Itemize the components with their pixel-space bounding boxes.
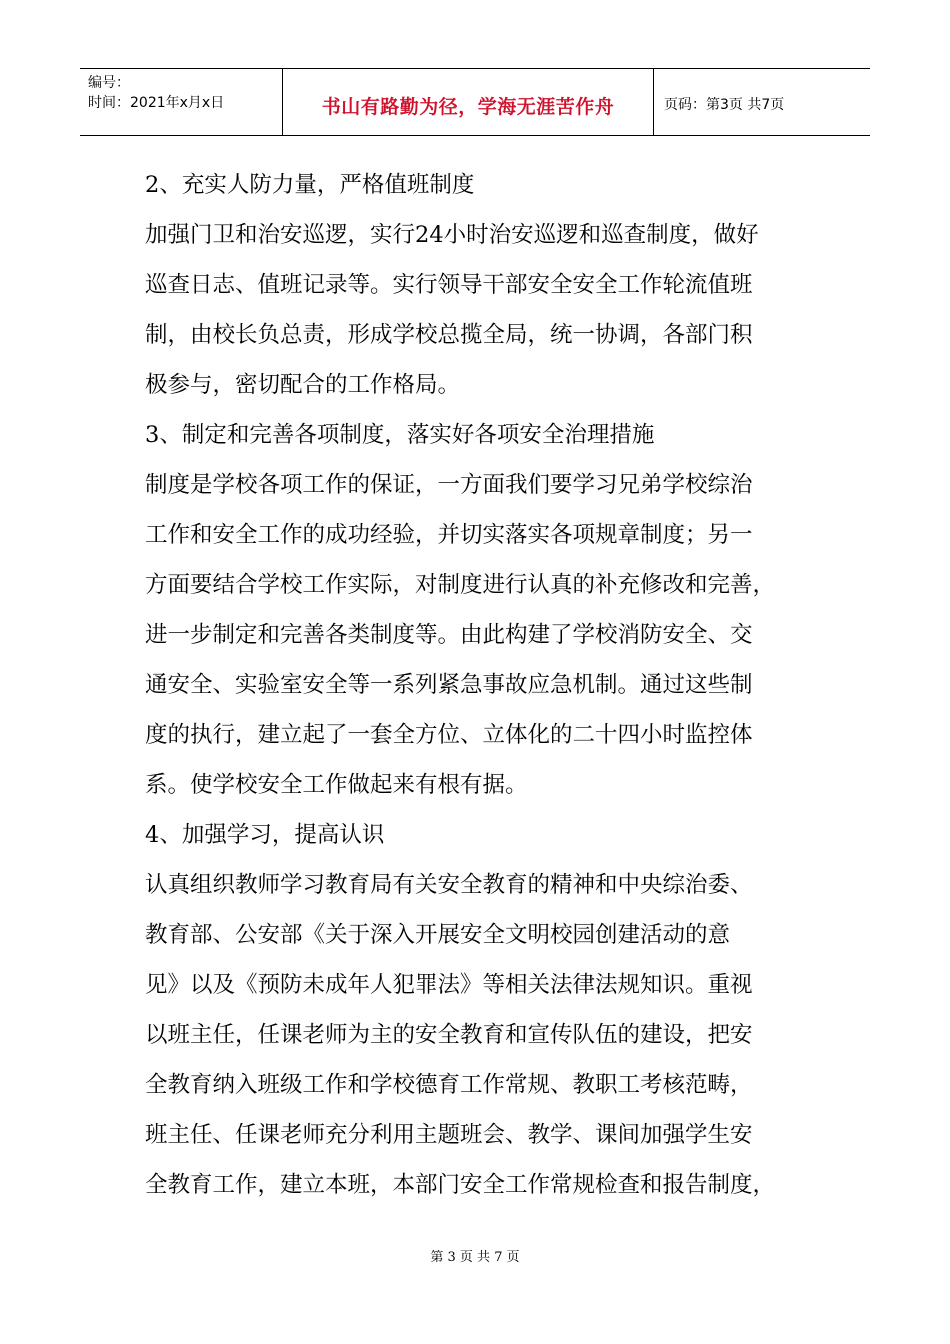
text-line: 极参与，密切配合的工作格局。 — [145, 372, 461, 398]
text-line: 2、充实人防力量，严格值班制度 — [145, 172, 475, 198]
text-line: 工作和安全工作的成功经验，并切实落实各项规章制度；另一 — [145, 522, 753, 548]
text-line: 进一步制定和完善各类制度等。由此构建了学校消防安全、交 — [145, 622, 753, 648]
page-header — [80, 68, 870, 136]
text-line: 班主任、任课老师充分利用主题班会、教学、课间加强学生安 — [145, 1122, 753, 1148]
document-date-label: 时间：2021年x月x日 — [88, 95, 225, 111]
text-line: 认真组织教师学习教育局有关安全教育的精神和中央综治委、 — [145, 872, 753, 898]
text-line: 加强门卫和治安巡逻，实行24小时治安巡逻和巡查制度，做好 — [145, 222, 759, 248]
header-meta — [80, 69, 282, 135]
text-line: 方面要结合学校工作实际，对制度进行认真的补充修改和完善， — [145, 572, 776, 598]
text-line: 教育部、公安部《关于深入开展安全文明校园创建活动的意 — [145, 922, 731, 948]
header-slogan-cell — [282, 69, 654, 135]
text-line: 4、加强学习，提高认识 — [145, 822, 385, 848]
text-line: 系。使学校安全工作做起来有根有据。 — [145, 772, 528, 798]
text-line: 全教育纳入班级工作和学校德育工作常规、教职工考核范畴， — [145, 1072, 753, 1098]
text-line: 巡查日志、值班记录等。实行领导干部安全安全工作轮流值班 — [145, 272, 753, 298]
text-line: 度的执行，建立起了一套全方位、立体化的二十四小时监控体 — [145, 722, 753, 748]
text-line: 制度是学校各项工作的保证，一方面我们要学习兄弟学校综治 — [145, 472, 753, 498]
header-page-number: 页码：第3页 共7页 — [664, 97, 785, 113]
footer-page-number: 第 3 页 共 7 页 — [430, 1250, 520, 1265]
document-body — [145, 160, 815, 1210]
page-footer — [0, 1246, 950, 1265]
text-line: 以班主任，任课老师为主的安全教育和宣传队伍的建设，把安 — [145, 1022, 753, 1048]
text-line: 全教育工作，建立本班，本部门安全工作常规检查和报告制度， — [145, 1172, 776, 1198]
text-line: 见》以及《预防未成年人犯罪法》等相关法律法规知识。重视 — [145, 972, 753, 998]
text-line: 制，由校长负总责，形成学校总揽全局，统一协调，各部门积 — [145, 322, 753, 348]
document-number-label: 编号： — [88, 75, 130, 91]
header-page-cell — [654, 69, 870, 135]
text-line: 3、制定和完善各项制度，落实好各项安全治理措施 — [145, 422, 655, 448]
header-slogan: 书山有路勤为径，学海无涯苦作舟 — [321, 95, 615, 118]
text-line: 通安全、实验室安全等一系列紧急事故应急机制。通过这些制 — [145, 672, 753, 698]
